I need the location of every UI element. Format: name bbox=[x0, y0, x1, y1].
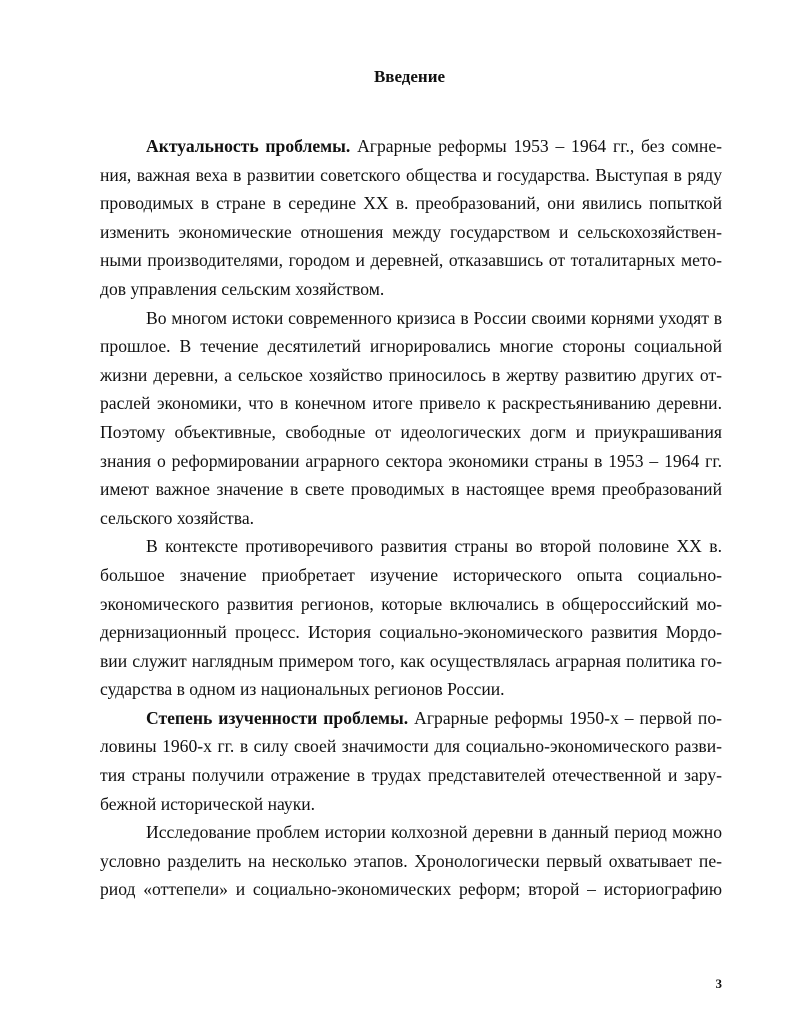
text-line: риод «оттепели» и социально-экономических реформ; второй – историографию bbox=[100, 879, 722, 900]
text-line: изменить экономические отношения между государством и сельскохозяйствен- bbox=[100, 221, 722, 242]
text-line: дернизационный процесс. История социально-экономического развития Мордо- bbox=[100, 622, 722, 643]
text-line: Поэтому объективные, свободные от идеологических догм и приукрашивания bbox=[100, 421, 722, 442]
paragraph-lead: Актуальность проблемы. bbox=[146, 136, 351, 156]
text-line: ловины 1960-х гг. в силу своей значимости для социально-экономического разви- bbox=[100, 736, 722, 757]
paragraph-regional-context bbox=[100, 532, 722, 704]
text-line-content: Аграрные реформы 1953 – 1964 гг., без сомне- bbox=[350, 136, 722, 156]
text-line: вии служит наглядным примером того, как осуществлялась аграрная политика го- bbox=[100, 650, 722, 671]
text-line: прошлое. В течение десятилетий игнорировались многие стороны социальной bbox=[100, 336, 722, 357]
text-line: имеют важное значение в свете проводимых в настоящее время преобразований bbox=[100, 479, 722, 500]
text-line: бежной исторической науки. bbox=[100, 793, 316, 814]
page-title: Введение bbox=[373, 67, 446, 86]
text-line: проводимых в стране в середине XX в. преобразований, они явились попыткой bbox=[100, 193, 722, 214]
text-line: экономического развития регионов, которые включались в общероссийский мо- bbox=[100, 593, 722, 614]
text-line: сельского хозяйства. bbox=[100, 507, 255, 528]
text-line: раслей экономики, что в конечном итоге привело к раскрестьяниванию деревни. bbox=[100, 393, 722, 414]
page-number: 3 bbox=[715, 976, 722, 991]
text-line: ния, важная веха в развитии советского общества и государства. Выступая в ряду bbox=[100, 164, 722, 185]
text-line bbox=[100, 132, 722, 161]
text-line: В контексте противоречивого развития страны во второй половине XX в. bbox=[146, 536, 722, 557]
text-line: жизни деревни, а сельское хозяйство приносилось в жертву развитию других от- bbox=[100, 364, 722, 385]
text-line: тия страны получили отражение в трудах представителей отечественной и зару- bbox=[100, 765, 722, 786]
paragraph-research-stages bbox=[100, 818, 722, 904]
paragraph-crisis-origins bbox=[100, 304, 722, 533]
text-line-content: Аграрные реформы 1950-х – первой по- bbox=[408, 707, 722, 728]
text-line: сударства в одном из национальных регионов России. bbox=[100, 679, 505, 700]
text-line: дов управления сельским хозяйством. bbox=[100, 278, 385, 299]
text-line: знания о реформировании аграрного сектора экономики страны в 1953 – 1964 гг. bbox=[100, 450, 722, 471]
body-text bbox=[100, 132, 722, 904]
text-line: большое значение приобретает изучение исторического опыта социально- bbox=[100, 564, 722, 585]
text-line: ными производителями, городом и деревней, отказавшись от тоталитарных мето- bbox=[100, 250, 722, 271]
text-line: условно разделить на несколько этапов. Хронологически первый охватывает пе- bbox=[100, 850, 722, 871]
paragraph-relevance bbox=[100, 132, 722, 304]
text-line: Исследование проблем истории колхозной деревни в данный период можно bbox=[146, 822, 722, 843]
text-line bbox=[100, 704, 722, 733]
paragraph-lead: Степень изученности проблемы. bbox=[146, 707, 409, 728]
text-line: Во многом истоки современного кризиса в России своими корнями уходят в bbox=[146, 307, 722, 328]
paragraph-degree-of-study bbox=[100, 704, 722, 818]
